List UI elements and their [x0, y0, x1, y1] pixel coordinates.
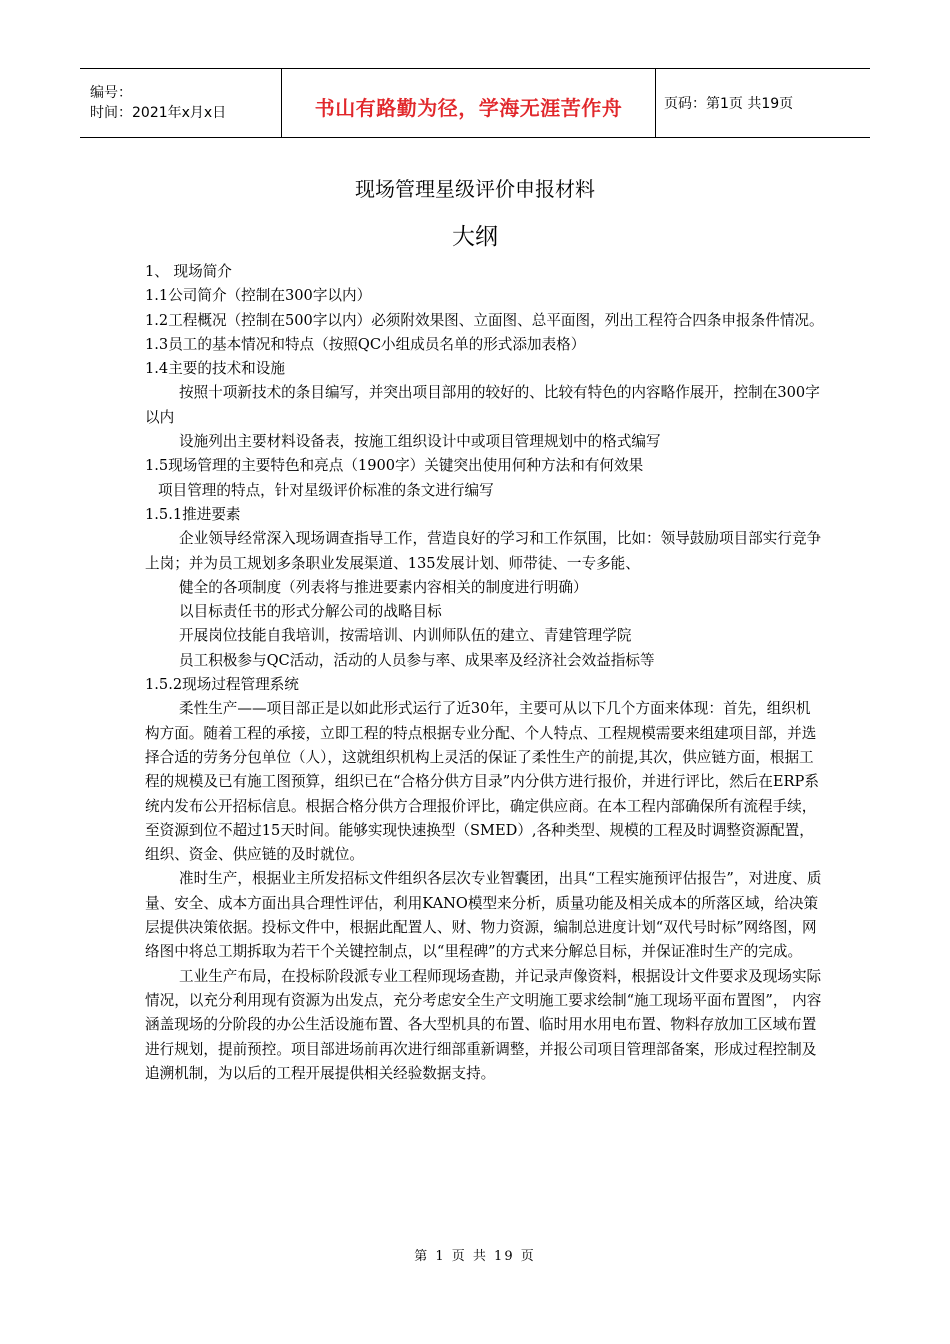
body-paragraph: 员工积极参与QC活动，活动的人员参与率、成果率及经济社会效益指标等: [179, 651, 655, 669]
page-header: [80, 68, 870, 138]
page-info-text: 页码：第1页 共19页: [664, 96, 794, 112]
section-heading: 1.5.1推进要素: [145, 505, 241, 523]
section-heading: 1.2工程概况（控制在500字以内）必须附效果图、立面图、总平面图，列出工程符合四条申报条件情况。: [145, 311, 824, 329]
section-heading: 1.5.2现场过程管理系统: [145, 676, 299, 694]
document-subtitle: 大纲: [452, 224, 498, 250]
body-paragraph: 工业生产布局，在投标阶段派专业工程师现场查勘，并记录声像资料，根据设计文件要求及现场实际情况，以充分利用现有资源为出发点，充分考虑安全生产文明施工要求绘制“施工现场平面布置图”， 内容涵盖现场的分阶段的办公生活设施布置、各大型机具的布置、临时用水用电布置、物料存放加工区域布置进行规划，提前预控。项目部进场前再次进行细部重新调整，并报公司项目管理部备案，形成过程控制及追溯机制，为以后的工程开展提供相关经验数据支持。: [145, 967, 822, 1082]
section-heading: 1.3员工的基本情况和特点（按照QC小组成员名单的形式添加表格）: [145, 335, 586, 353]
body-paragraph: 项目管理的特点，针对星级评价标准的条文进行编写: [158, 481, 494, 499]
header-meta: [80, 69, 281, 137]
motto-text: 书山有路勤为径，学海无涯苦作舟: [314, 95, 623, 120]
section-heading: 1.1公司简介（控制在300字以内）: [145, 287, 372, 305]
body-paragraph: 以目标责任书的形式分解公司的战略目标: [179, 603, 442, 621]
body-paragraph: 柔性生产——项目部正是以如此形式运行了近30年，主要可从以下几个方面来体现：首先，组织机构方面。随着工程的承接，立即工程的特点根据专业分配、个人特点、工程规模需要来组建项目部，并选择合适的劳务分包单位（人），这就组织机构上灵活的保证了柔性生产的前提,其次，供应链方面，根据工程的规模及已有施工图预算，组织已在“合格分供方目录”内分供方进行报价，并进行评比，然后在ERP系统内发布公开招标信息。根据合格分供方合理报价评比，确定供应商。在本工程内部确保所有流程手续，至资源到位不超过15天时间。能够实现快速换型（SMED）,各种类型、规模的工程及时调整资源配置，组织、资金、供应链的及时就位。: [145, 700, 819, 864]
header-page-info: [656, 69, 870, 137]
body-paragraph: 开展岗位技能自我培训，按需培训、内训师队伍的建立、青建管理学院: [179, 627, 632, 645]
document-time-label: 时间：2021年x月x日: [90, 105, 227, 121]
body-paragraph: 设施列出主要材料设备表，按施工组织设计中或项目管理规划中的格式编写: [179, 433, 661, 451]
body-paragraph: 健全的各项制度（列表将与推进要素内容相关的制度进行明确）: [179, 578, 588, 596]
page-footer: 第 1 页 共 19 页: [414, 1249, 536, 1264]
document-number-label: 编号：: [90, 85, 132, 101]
document-body: [145, 260, 825, 1086]
document-title: 现场管理星级评价申报材料: [355, 177, 595, 201]
body-paragraph: 准时生产，根据业主所发招标文件组织各层次专业智囊团，出具“工程实施预评估报告”，对进度、质量、安全、成本方面出具合理性评估，利用KANO模型来分析，质量功能及相关成本的所落区域，给决策层提供决策依据。投标文件中，根据此配置人、财、物力资源，编制总进度计划“双代号时标”网络图，网络图中将总工期拆取为若干个关键控制点，以“里程碑”的方式来分解总目标，并保证准时生产的完成。: [145, 870, 822, 961]
section-heading: 1、 现场简介: [145, 263, 232, 280]
header-motto-cell: [281, 69, 656, 137]
section-heading: 1.5现场管理的主要特色和亮点（1900字）关键突出使用何种方法和有何效果: [145, 457, 644, 475]
section-heading: 1.4主要的技术和设施: [145, 360, 285, 378]
body-paragraph: 企业领导经常深入现场调查指导工作，营造良好的学习和工作氛围，比如：领导鼓励项目部实行竞争上岗；并为员工规划多条职业发展渠道、135发展计划、师带徒、一专多能、: [145, 530, 822, 572]
body-paragraph: 按照十项新技术的条目编写，并突出项目部用的较好的、比较有特色的内容略作展开，控制在300字以内: [145, 384, 820, 426]
